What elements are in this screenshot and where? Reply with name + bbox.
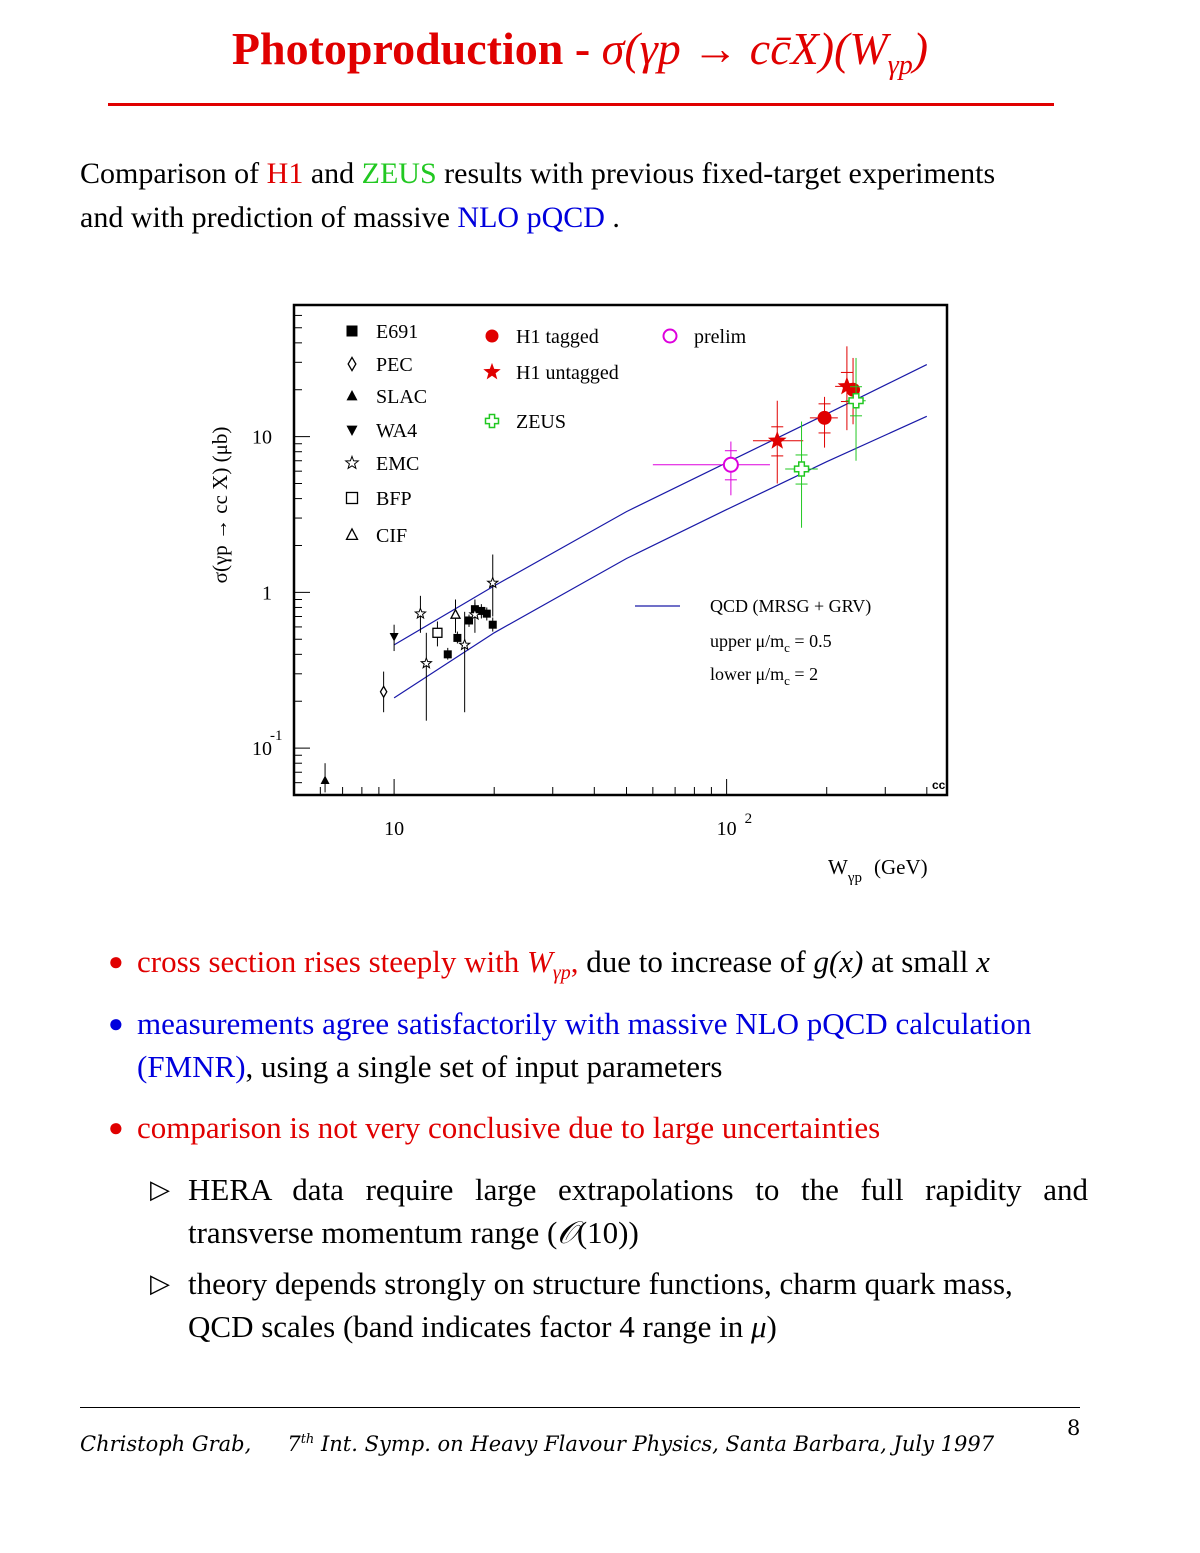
h1-label: H1 <box>266 157 304 190</box>
point-marker <box>795 462 809 476</box>
cross-section-chart <box>180 290 980 900</box>
x-tick-label: 10 <box>384 818 405 840</box>
point-marker <box>488 578 498 588</box>
marker <box>818 411 832 425</box>
legend-entry-e691 <box>347 321 419 343</box>
y-tick-label: 1 <box>262 582 272 605</box>
legend-label: EMC <box>376 453 420 475</box>
legend-upper: upper $\mu/m_c = 0.5$ <box>710 631 832 655</box>
legend-label: H1 untagged <box>516 362 619 384</box>
point-marker <box>453 634 461 642</box>
y-tick-exponent: -1 <box>270 728 283 745</box>
legend-marker <box>347 426 358 436</box>
legend-marker <box>348 357 356 370</box>
legend <box>346 321 872 688</box>
data-point-wa4 <box>390 625 399 651</box>
marker <box>489 621 497 629</box>
zeus-label: ZEUS <box>361 157 437 190</box>
marker <box>346 456 359 468</box>
marker <box>348 357 356 370</box>
marker <box>483 610 491 618</box>
legend-label: ZEUS <box>516 411 566 433</box>
data-point-emc <box>470 599 480 632</box>
legend-label: prelim <box>694 326 747 348</box>
marker <box>486 330 499 343</box>
title-underline <box>108 103 1054 106</box>
marker <box>380 686 386 697</box>
legend-label: E691 <box>376 321 419 343</box>
x-tick-label: 10 <box>716 818 737 840</box>
plot-frame <box>294 305 947 795</box>
title-math: $\sigma(\gamma p \to cc̄X)(W_{\gamma p})$ <box>601 23 929 82</box>
legend-entry-h1-tagged <box>486 326 599 348</box>
legend-marker <box>346 456 359 468</box>
legend-label: BFP <box>376 488 412 510</box>
data-point-emc <box>421 633 431 721</box>
marker <box>724 458 738 472</box>
marker <box>433 628 442 637</box>
slide-title <box>0 22 1160 82</box>
marker <box>347 426 358 436</box>
page-number: 8 <box>1067 1416 1081 1440</box>
legend-entry-h1-untagged <box>483 362 618 384</box>
y-axis-label: σ(γp → cc X) (μb) <box>208 426 232 584</box>
legend-lower: lower $\mu/m_c = 2$ <box>710 664 819 688</box>
triangle-icon: ▷ <box>150 1175 170 1204</box>
legend-label: SLAC <box>376 386 428 408</box>
legend-marker <box>347 390 358 400</box>
marker <box>444 650 452 658</box>
legend-entry-wa4 <box>347 420 418 442</box>
data-point-emc <box>488 555 498 617</box>
point-marker <box>321 775 330 784</box>
data-point-zeus <box>785 422 818 528</box>
legend-entry-cif <box>347 525 408 547</box>
qcd-lower-curve <box>394 416 927 698</box>
marker <box>483 363 500 380</box>
corner-label: cc <box>932 778 946 792</box>
legend-entry-slac <box>347 386 428 408</box>
marker <box>486 415 499 428</box>
title-text: Photoproduction - <box>231 23 602 74</box>
legend-entry-zeus <box>486 411 567 433</box>
marker <box>795 462 809 476</box>
point-marker <box>818 411 832 425</box>
point-marker <box>433 628 442 637</box>
legend-marker <box>664 330 677 343</box>
legend-marker <box>486 415 499 428</box>
intro-line-2: and with prediction of massive NLO pQCD . <box>80 201 620 234</box>
point-marker <box>489 621 497 629</box>
legend-entry-emc <box>346 453 420 475</box>
legend-label: CIF <box>376 525 408 547</box>
data-point-slac <box>321 763 330 792</box>
point-marker <box>483 610 491 618</box>
legend-label: H1 tagged <box>516 326 599 348</box>
data-point-emc <box>460 612 470 712</box>
legend-label: QCD (MRSG + GRV) <box>710 596 872 616</box>
point-marker <box>724 458 738 472</box>
data-point-h1-tagged <box>810 397 838 448</box>
marker <box>347 493 358 504</box>
marker <box>347 390 358 400</box>
footer-rule <box>80 1407 1080 1408</box>
marker <box>347 326 358 337</box>
data-point-pec <box>380 672 386 713</box>
marker <box>347 529 358 539</box>
marker <box>488 578 498 588</box>
intro-line-1: Comparison of H1 and ZEUS results with previous fixed-target experiments <box>80 157 996 190</box>
marker <box>453 634 461 642</box>
bullet-dot: ● <box>108 947 124 976</box>
legend-marker <box>483 363 500 380</box>
y-tick-label: 10 <box>252 738 272 761</box>
bullet-dot: ● <box>108 1009 124 1038</box>
data-point-bfp <box>433 622 442 647</box>
legend-marker <box>347 326 358 337</box>
legend-label: WA4 <box>376 420 418 442</box>
x-tick-exponent: 2 <box>744 811 753 827</box>
triangle-icon: ▷ <box>150 1269 170 1298</box>
legend-marker <box>486 330 499 343</box>
marker <box>390 633 399 642</box>
data-point-e691 <box>465 615 473 627</box>
data-point-e691 <box>489 617 497 631</box>
data-point-e691 <box>444 648 452 660</box>
legend-marker <box>347 529 358 539</box>
footer: Christoph Grab, 7th Int. Symp. on Heavy Flavour Physics, Santa Barbara, July 1997 <box>80 1432 995 1456</box>
point-marker <box>380 686 386 697</box>
data-point-cif <box>451 599 460 632</box>
y-tick-label: 10 <box>252 426 272 449</box>
nlo-label: NLO pQCD <box>457 201 605 234</box>
point-marker <box>390 633 399 642</box>
marker <box>664 330 677 343</box>
legend-entry-pec <box>348 354 413 376</box>
marker <box>321 775 330 784</box>
legend-marker <box>347 493 358 504</box>
bullet-dot: ● <box>108 1113 124 1142</box>
data-point-e691 <box>453 632 461 644</box>
legend-label: PEC <box>376 354 413 376</box>
legend-entry-bfp <box>347 488 412 510</box>
x-axis-label: $W_{\gamma p}$ (GeV) <box>828 855 928 886</box>
data-points <box>321 346 866 792</box>
point-marker <box>444 650 452 658</box>
legend-entry-qcd <box>635 596 871 688</box>
legend-entry-prelim <box>664 326 747 348</box>
